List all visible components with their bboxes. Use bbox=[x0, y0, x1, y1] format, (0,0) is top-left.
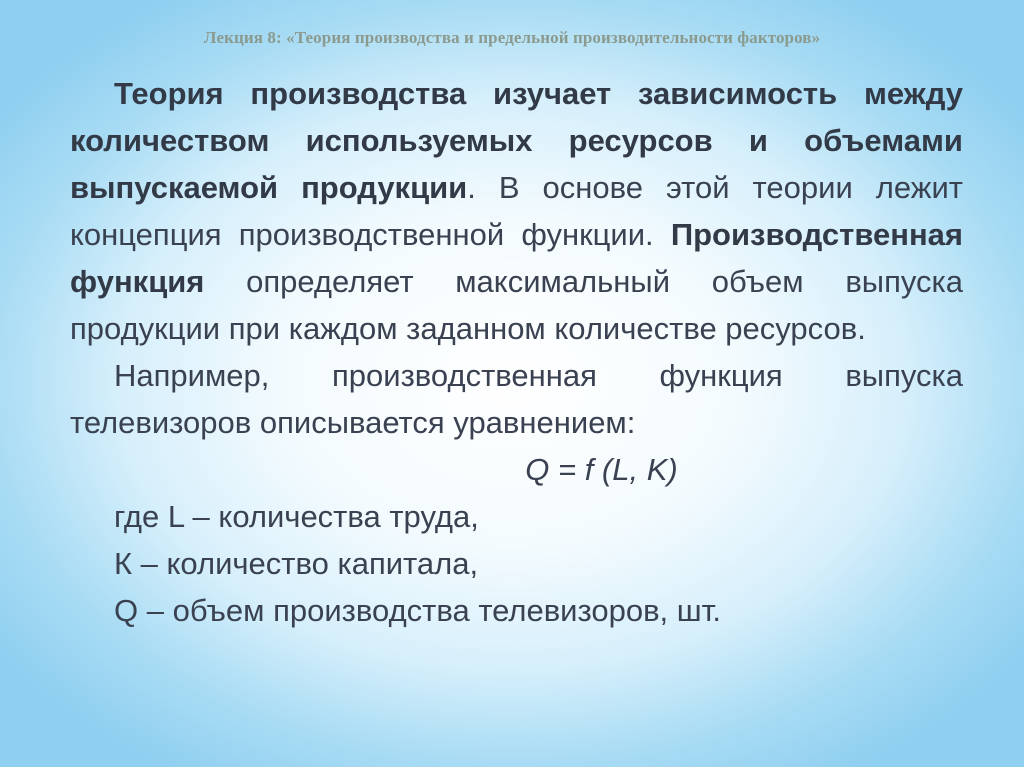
paragraph-production-theory bbox=[70, 70, 963, 352]
bold-definition-theory: Теория производства изучает зависимость между количеством используемых ресурсов и объемами выпускаемой продукции bbox=[70, 76, 963, 205]
bold-production-function: Производственная функция bbox=[70, 217, 963, 299]
definition-labor: где L – количества труда, bbox=[114, 499, 479, 534]
slide-content bbox=[70, 70, 963, 634]
paragraph-example: Например, производственная функция выпуска телевизоров описывается уравнением: bbox=[70, 358, 963, 440]
text-basis: . В основе этой теории лежит концепция производственной функции. bbox=[70, 170, 963, 252]
formula: Q = f (L, K) bbox=[525, 452, 678, 487]
slide-header: Лекция 8: «Теория производства и предельной производительности факторов» bbox=[203, 28, 821, 47]
definition-output: Q – объем производства телевизоров, шт. bbox=[114, 593, 722, 628]
definition-capital: К – количество капитала, bbox=[114, 546, 479, 581]
text-determines: определяет максимальный объем выпуска продукции при каждом заданном количестве ресурсов. bbox=[70, 264, 963, 346]
